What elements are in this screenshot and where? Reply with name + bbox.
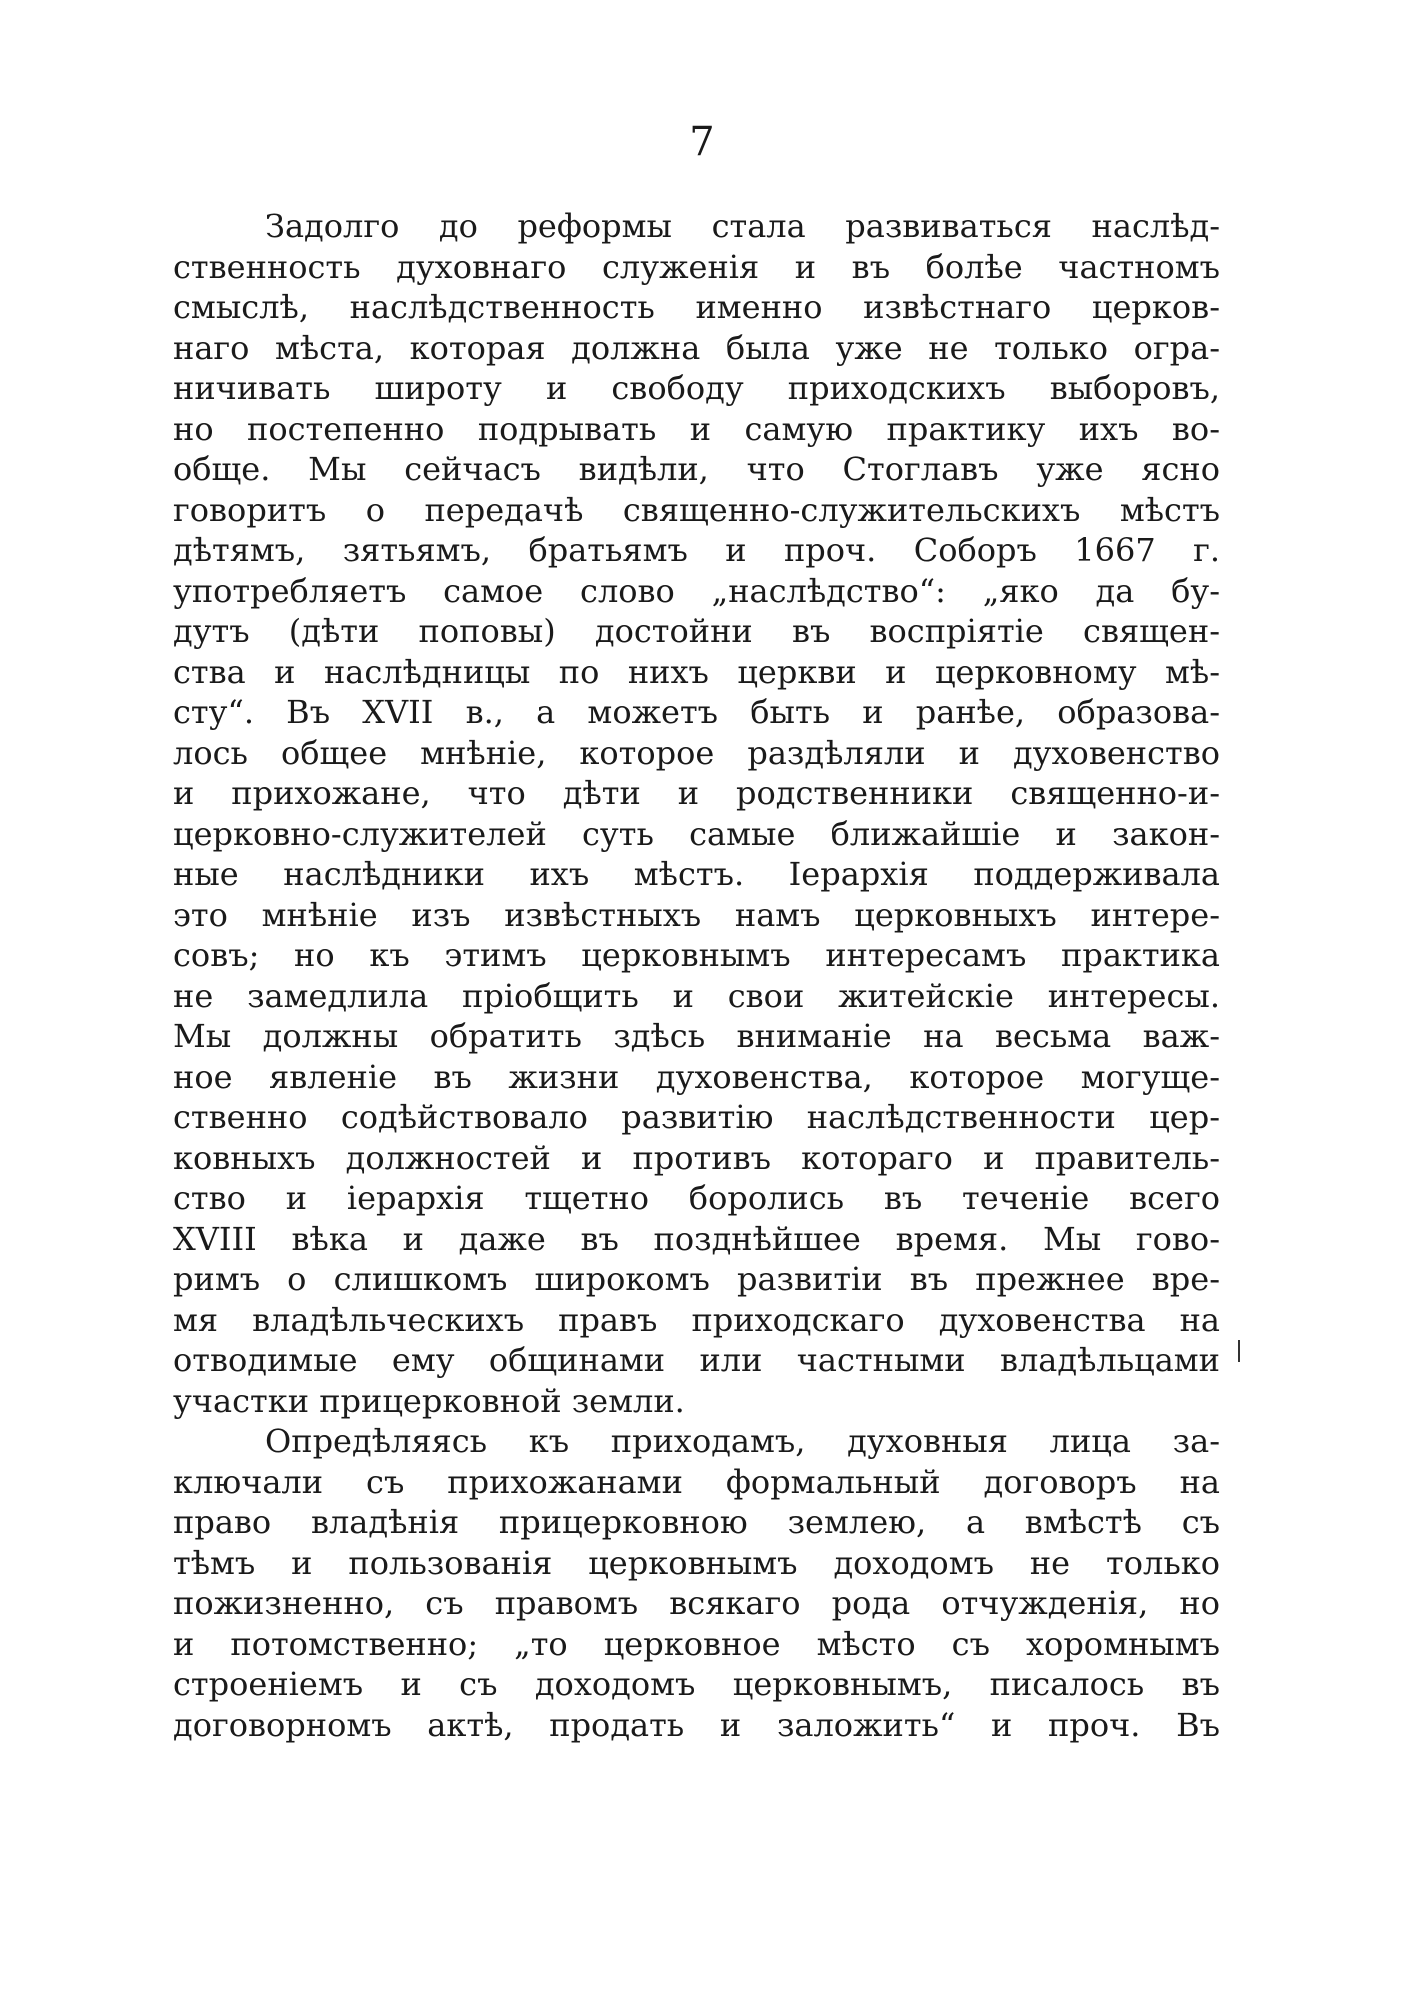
text-line: договорномъ актѣ, продать и заложить“ и проч. Въ	[173, 1705, 1220, 1744]
paragraph	[173, 206, 1220, 1421]
text-line: употребляетъ самое слово „наслѣдство“: „яко да бу-	[173, 571, 1220, 610]
text-line: лось общее мнѣніе, которое раздѣляли и духовенство	[173, 733, 1220, 772]
text-line: и потомственно; „то церковное мѣсто съ хоромнымъ	[173, 1624, 1220, 1663]
text-line: ные наслѣдники ихъ мѣстъ. Іерархія поддерживала	[173, 855, 1220, 893]
text-line: ключали съ прихожанами формальный договоръ на	[173, 1462, 1220, 1501]
text-line: Опредѣляясь къ приходамъ, духовныя лица за-	[265, 1422, 1220, 1460]
text-line: смыслѣ, наслѣдственность именно извѣстнаго церков-	[173, 288, 1220, 326]
text-line: пожизненно, съ правомъ всякаго рода отчужденія, но	[173, 1584, 1220, 1622]
text-line: говоритъ о передачѣ священно-служительскихъ мѣстъ	[173, 490, 1220, 529]
text-line: тѣмъ и пользованія церковнымъ доходомъ не только	[173, 1543, 1220, 1582]
text-line: ничивать широту и свободу приходскихъ выборовъ,	[173, 369, 1220, 407]
text-line: дѣтямъ, зятьямъ, братьямъ и проч. Соборъ 1667 г.	[173, 531, 1220, 569]
text-line: наго мѣста, которая должна была уже не только огра-	[173, 328, 1220, 367]
page-number: 7	[689, 119, 715, 165]
stray-mark	[1238, 1340, 1240, 1362]
text-line: совъ; но къ этимъ церковнымъ интересамъ практика	[173, 936, 1220, 974]
text-line: ковныхъ должностей и противъ котораго и правитель-	[173, 1138, 1220, 1177]
text-line: отводимые ему общинами или частными владѣльцами	[173, 1341, 1220, 1379]
text-line: сту“. Въ XVII в., а можетъ быть и ранѣе, образова-	[173, 693, 1220, 731]
text-line: Задолго до реформы стала развиваться наслѣд-	[265, 207, 1220, 245]
text-line: Мы должны обратить здѣсь вниманіе на весьма важ-	[173, 1017, 1220, 1055]
text-line: дутъ (дѣти поповы) достойни въ воспріятіе священ-	[173, 612, 1220, 650]
text-line: ство и іерархія тщетно боролись въ теченіе всего	[173, 1179, 1220, 1217]
text-line: ственно содѣйствовало развитію наслѣдственности цер-	[173, 1098, 1220, 1136]
text-line: мя владѣльческихъ правъ приходскаго духовенства на	[173, 1300, 1220, 1339]
text-line: церковно-служителей суть самые ближайшіе и закон-	[173, 814, 1220, 853]
text-line: ства и наслѣдницы по нихъ церкви и церковному мѣ-	[173, 652, 1220, 691]
paragraph	[173, 1421, 1220, 1745]
text-line: ное явленіе въ жизни духовенства, которое могуще-	[173, 1057, 1220, 1096]
text-line: но постепенно подрывать и самую практику ихъ во-	[173, 409, 1220, 448]
text-line: это мнѣніе изъ извѣстныхъ намъ церковныхъ интере-	[173, 895, 1220, 934]
text-line: не замедлила пріобщить и свои житейскіе интересы.	[173, 976, 1220, 1015]
text-line: и прихожане, что дѣти и родственники священно-и-	[173, 774, 1220, 812]
text-line: обще. Мы сейчасъ видѣли, что Стоглавъ уже ясно	[173, 450, 1220, 488]
text-line: строеніемъ и съ доходомъ церковнымъ, писалось въ	[173, 1665, 1220, 1703]
text-line: право владѣнія прицерковною землею, а вмѣстѣ съ	[173, 1503, 1220, 1541]
text-line: римъ о слишкомъ широкомъ развитіи въ прежнее вре-	[173, 1260, 1220, 1298]
text-line: XVIII вѣка и даже въ позднѣйшее время. Мы гово-	[173, 1219, 1220, 1258]
text-line: ственность духовнаго служенія и въ болѣе частномъ	[173, 247, 1220, 286]
text-line: участки прицерковной земли.	[173, 1381, 685, 1420]
